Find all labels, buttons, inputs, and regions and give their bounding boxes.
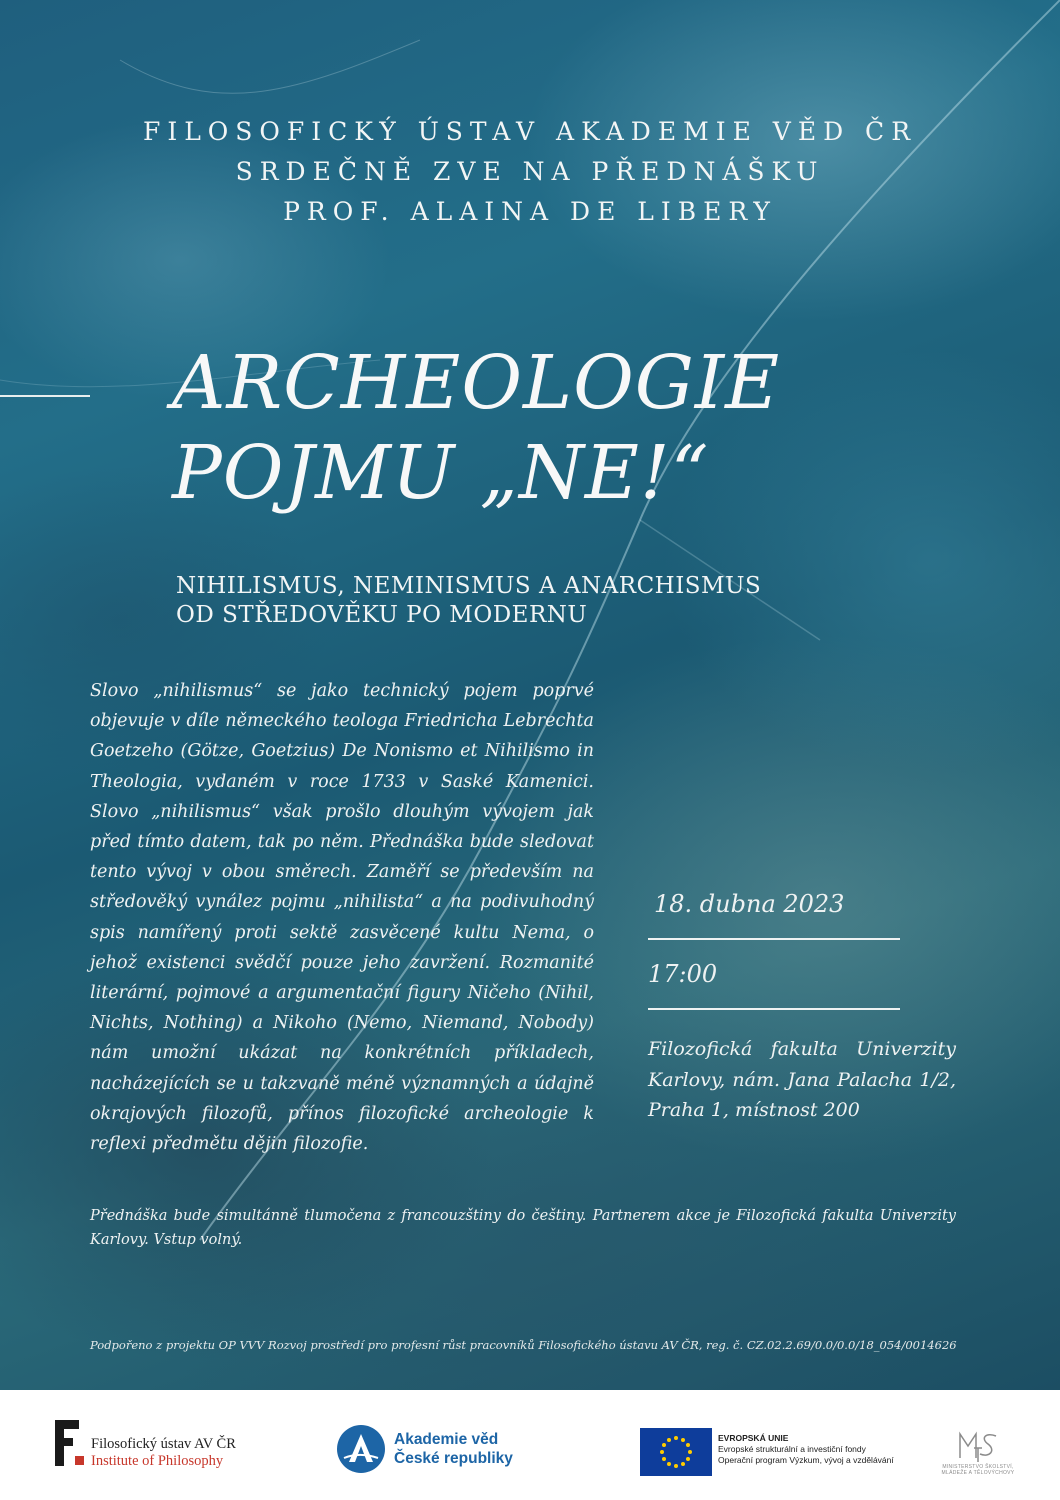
subtitle-line-1: NIHILISMUS, NEMINISMUS A ANARCHISMUS [176,573,762,599]
title-line-2: POJMU „NE!“ [172,430,710,516]
lecture-subtitle [176,572,761,630]
eu-logo [640,1428,930,1478]
eu-logo-line-2: Evropské strukturální a investiční fondy [718,1444,866,1454]
lecture-description: Slovo „nihilismus“ se jako technický pojem poprvé objevuje v díle německého teologa Friedricha Lebrechta Goetzeho (Götze, Goetzius) De Nonismo et Nihilismo in Theologia, vydaném v roce 1733 v Saské Kamenici. Slovo „nihilismus“ však prošlo dlouhým vývojem jak před tímto datem, tak po něm. Přednáška bude sledovat tento vývoj v obou směrech. Zaměří se především na středověký vynález pojmu „nihilista“ a na podivuhodný spis namířený proti sektě zasvěcené kultu Nema, o jehož existenci svědčí pouze jeho zavržení. Rozmanité literární, pojmové a argumentační figury Ničeho (Nihil, Nichts, Nothing) a Nikoho (Nemo, Niemand, Nobody) nám umožní ukázat na konkrétních příkladech, nacházejících se u takzvaně méně významných a údajně okrajových filozofů, přínos filozofické archeologie k reflexi předmětu dějin filozofie. [90,681,594,1155]
msmt-logo-line-2: MLÁDEŽE A TĚLOVÝCHOVY [941,1470,1015,1476]
msmt-logo-text [928,1464,1028,1476]
interpretation-note: Přednáška bude simultánně tlumočena z francouzštiny do češtiny. Partnerem akce je Filozofická fakulta Univerzity Karlovy. Vstup volný. [90,1208,956,1248]
eu-flag-icon [640,1428,712,1476]
invitation-header [0,112,1060,232]
subtitle-line-2: OD STŘEDOVĚKU PO MODERNU [176,602,588,628]
av-logo-line-1: Akademie věd [394,1431,499,1448]
av-logo-text [394,1430,513,1468]
flu-logo-name-en: Institute of Philosophy [91,1453,224,1469]
event-info [648,884,956,1126]
msmt-logo [928,1428,1028,1478]
event-venue: Filozofická fakulta Univerzity Karlovy, nám. Jana Palacha 1/2, Praha 1, místnost 200 [648,1038,956,1121]
flu-f-icon [55,1420,85,1466]
flu-logo-text [91,1436,236,1470]
msmt-monogram-icon [956,1428,1002,1464]
av-logo-line-2: České republiky [394,1450,513,1467]
title-line-1: ARCHEOLOGIE [172,340,781,426]
av-logo [336,1424,556,1476]
msmt-logo-line-1: MINISTERSTVO ŠKOLSTVÍ, [942,1464,1014,1470]
event-divider-2 [648,1008,900,1010]
lecture-title [172,338,780,518]
event-divider-1 [648,938,900,940]
eu-logo-line-3: Operační program Výzkum, vývoj a vzdělávání [718,1455,894,1465]
eu-logo-title: EVROPSKÁ UNIE [718,1433,789,1443]
event-date: 18. dubna 2023 [654,890,845,918]
accent-line [0,395,90,397]
header-line-invite: SRDEČNĚ ZVE NA PŘEDNÁŠKU [235,157,825,186]
av-a-icon [336,1424,386,1474]
eu-logo-text [718,1433,894,1466]
flu-logo [55,1420,275,1470]
flu-logo-name: Filosofický ústav AV ČR [91,1436,236,1452]
funding-note: Podpořeno z projektu OP VVV Rozvoj prostředí pro profesní růst pracovníků Filosofického ústavu AV ČR, reg. č. CZ.02.2.69/0.0/0.0/18_054/0014626 [90,1338,957,1352]
header-line-institute: FILOSOFICKÝ ÚSTAV AKADEMIE VĚD ČR [142,117,918,146]
event-time: 17:00 [648,960,718,988]
header-line-speaker: PROF. ALAINA DE LIBERY [283,197,777,226]
